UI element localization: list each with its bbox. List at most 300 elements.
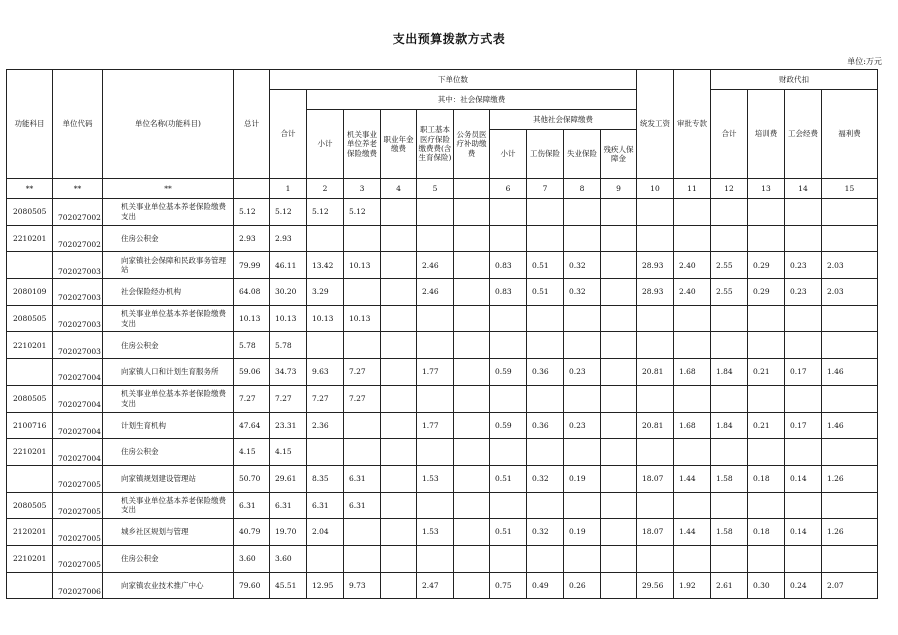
table-row bbox=[7, 572, 878, 599]
cell-civil-medical bbox=[453, 305, 489, 332]
cell-medical: 2.46 bbox=[416, 252, 453, 279]
cell-training bbox=[747, 225, 784, 252]
cell-approved: 1.68 bbox=[673, 359, 710, 386]
cell-subtotal-sum: 46.11 bbox=[269, 252, 306, 279]
cell-pension bbox=[343, 545, 380, 572]
cell-other-subtotal: 0.75 bbox=[489, 572, 526, 599]
cell-func-subject: 2210201 bbox=[7, 332, 53, 359]
cell-subtotal-sum: 7.27 bbox=[269, 385, 306, 412]
cell-union: 0.14 bbox=[784, 519, 821, 546]
cell-pension bbox=[343, 519, 380, 546]
cell-disabled bbox=[600, 519, 636, 546]
cell-subtotal-sum: 30.20 bbox=[269, 279, 306, 306]
cell-medical bbox=[416, 332, 453, 359]
cell-approved bbox=[673, 545, 710, 572]
cell-func-subject: 2080109 bbox=[7, 279, 53, 306]
cell-medical bbox=[416, 492, 453, 519]
cell-medical bbox=[416, 439, 453, 466]
cell-disabled bbox=[600, 225, 636, 252]
cell-small-total bbox=[306, 225, 343, 252]
cell-approved bbox=[673, 332, 710, 359]
cell-total: 47.64 bbox=[233, 412, 269, 439]
cell-civil-medical bbox=[453, 199, 489, 226]
cell-unemployment bbox=[563, 305, 600, 332]
cell-func-subject: 2080505 bbox=[7, 385, 53, 412]
cell-unified-salary: 29.56 bbox=[636, 572, 673, 599]
cell-union bbox=[784, 385, 821, 412]
cell-welfare bbox=[821, 385, 877, 412]
cell-annuity bbox=[380, 385, 416, 412]
cell-annuity bbox=[380, 252, 416, 279]
cell-other-subtotal bbox=[489, 545, 526, 572]
cell-fiscal-total: 1.84 bbox=[710, 359, 747, 386]
cell-unit-name: 社会保险经办机构 bbox=[102, 279, 233, 306]
cell-func-subject bbox=[7, 359, 53, 386]
cell-training bbox=[747, 439, 784, 466]
cell-annuity bbox=[380, 545, 416, 572]
table-row bbox=[7, 279, 878, 306]
cell-pension: 6.31 bbox=[343, 465, 380, 492]
cell-unemployment: 0.23 bbox=[563, 412, 600, 439]
cell-unit-code: 702027006 bbox=[53, 572, 103, 599]
cell-func-subject bbox=[7, 252, 53, 279]
cell-union bbox=[784, 439, 821, 466]
cell-pension bbox=[343, 279, 380, 306]
cell-injury bbox=[526, 225, 563, 252]
cell-civil-medical bbox=[453, 439, 489, 466]
cell-func-subject: 2210201 bbox=[7, 225, 53, 252]
cell-other-subtotal bbox=[489, 439, 526, 466]
cell-annuity bbox=[380, 305, 416, 332]
header-func-subject: 功能科目 bbox=[7, 70, 53, 179]
cell-unified-salary bbox=[636, 385, 673, 412]
cell-annuity bbox=[380, 279, 416, 306]
cell-union bbox=[784, 332, 821, 359]
cell-disabled bbox=[600, 279, 636, 306]
cell-training: 0.29 bbox=[747, 252, 784, 279]
table-row bbox=[7, 492, 878, 519]
cell-union: 0.23 bbox=[784, 279, 821, 306]
table-row bbox=[7, 359, 878, 386]
cell-unit-name: 城乡社区规划与管理 bbox=[102, 519, 233, 546]
cell-unemployment bbox=[563, 332, 600, 359]
cell-unit-name: 住房公积金 bbox=[102, 225, 233, 252]
cell-other-subtotal: 0.51 bbox=[489, 519, 526, 546]
cell-other-subtotal: 0.59 bbox=[489, 359, 526, 386]
cell-unemployment: 0.32 bbox=[563, 279, 600, 306]
cell-disabled bbox=[600, 359, 636, 386]
cell-subtotal-sum: 34.73 bbox=[269, 359, 306, 386]
cell-medical: 1.53 bbox=[416, 519, 453, 546]
cell-medical bbox=[416, 225, 453, 252]
cell-other-subtotal bbox=[489, 305, 526, 332]
table-row bbox=[7, 225, 878, 252]
cell-training bbox=[747, 545, 784, 572]
cell-disabled bbox=[600, 545, 636, 572]
page-title: 支出预算拨款方式表 bbox=[392, 32, 506, 46]
header-other-subtotal: 小计 bbox=[489, 130, 526, 179]
cell-unified-salary bbox=[636, 545, 673, 572]
cell-civil-medical bbox=[453, 279, 489, 306]
cell-injury bbox=[526, 332, 563, 359]
header-subtotal-sum: 合计 bbox=[269, 90, 306, 179]
cell-disabled bbox=[600, 199, 636, 226]
cell-welfare: 1.46 bbox=[821, 412, 877, 439]
cell-fiscal-total: 2.61 bbox=[710, 572, 747, 599]
cell-subtotal-sum: 5.12 bbox=[269, 199, 306, 226]
cell-annuity bbox=[380, 359, 416, 386]
cell-injury: 0.36 bbox=[526, 359, 563, 386]
cell-approved bbox=[673, 225, 710, 252]
index-cell: 15 bbox=[821, 179, 877, 199]
cell-civil-medical bbox=[453, 359, 489, 386]
cell-unit-name: 住房公积金 bbox=[102, 545, 233, 572]
header-injury: 工伤保险 bbox=[526, 130, 563, 179]
cell-small-total: 6.31 bbox=[306, 492, 343, 519]
index-cell: 11 bbox=[673, 179, 710, 199]
cell-injury bbox=[526, 492, 563, 519]
table-header bbox=[7, 70, 878, 199]
index-cell: 12 bbox=[710, 179, 747, 199]
cell-pension: 7.27 bbox=[343, 359, 380, 386]
cell-injury bbox=[526, 545, 563, 572]
cell-pension: 10.13 bbox=[343, 305, 380, 332]
header-unified-salary: 统发工资 bbox=[636, 70, 673, 179]
cell-welfare: 1.26 bbox=[821, 465, 877, 492]
cell-small-total: 9.63 bbox=[306, 359, 343, 386]
cell-subtotal-sum: 29.61 bbox=[269, 465, 306, 492]
cell-training bbox=[747, 199, 784, 226]
cell-func-subject: 2210201 bbox=[7, 439, 53, 466]
index-cell: ** bbox=[53, 179, 103, 199]
cell-total: 50.70 bbox=[233, 465, 269, 492]
cell-fiscal-total bbox=[710, 439, 747, 466]
cell-unit-code: 702027003 bbox=[53, 305, 103, 332]
cell-unit-code: 702027005 bbox=[53, 492, 103, 519]
cell-total: 64.08 bbox=[233, 279, 269, 306]
cell-unemployment bbox=[563, 439, 600, 466]
table-row bbox=[7, 465, 878, 492]
cell-other-subtotal: 0.59 bbox=[489, 412, 526, 439]
cell-unified-salary: 28.93 bbox=[636, 252, 673, 279]
header-union: 工会经费 bbox=[784, 90, 821, 179]
table-row bbox=[7, 252, 878, 279]
cell-civil-medical bbox=[453, 225, 489, 252]
cell-approved bbox=[673, 305, 710, 332]
cell-unit-name: 机关事业单位基本养老保险缴费支出 bbox=[102, 492, 233, 519]
index-cell bbox=[233, 179, 269, 199]
cell-unit-code: 702027004 bbox=[53, 385, 103, 412]
table-row bbox=[7, 305, 878, 332]
cell-injury bbox=[526, 439, 563, 466]
cell-training bbox=[747, 385, 784, 412]
cell-unit-code: 702027004 bbox=[53, 359, 103, 386]
header-annuity: 职业年金缴费 bbox=[380, 110, 416, 179]
cell-disabled bbox=[600, 465, 636, 492]
cell-union: 0.23 bbox=[784, 252, 821, 279]
cell-unemployment: 0.26 bbox=[563, 572, 600, 599]
index-cell: 4 bbox=[380, 179, 416, 199]
cell-annuity bbox=[380, 465, 416, 492]
budget-table bbox=[6, 69, 878, 599]
cell-disabled bbox=[600, 332, 636, 359]
cell-fiscal-total: 1.58 bbox=[710, 465, 747, 492]
cell-small-total: 13.42 bbox=[306, 252, 343, 279]
cell-union: 0.14 bbox=[784, 465, 821, 492]
cell-pension bbox=[343, 439, 380, 466]
cell-total: 40.79 bbox=[233, 519, 269, 546]
index-cell: 3 bbox=[343, 179, 380, 199]
cell-civil-medical bbox=[453, 385, 489, 412]
cell-medical bbox=[416, 385, 453, 412]
cell-unit-name: 向家镇社会保障和民政事务管理站 bbox=[102, 252, 233, 279]
header-disabled: 残疾人保障金 bbox=[600, 130, 636, 179]
cell-training: 0.21 bbox=[747, 359, 784, 386]
table-row bbox=[7, 519, 878, 546]
cell-other-subtotal: 0.83 bbox=[489, 279, 526, 306]
cell-unit-code: 702027004 bbox=[53, 439, 103, 466]
cell-injury: 0.32 bbox=[526, 465, 563, 492]
cell-fiscal-total bbox=[710, 225, 747, 252]
cell-small-total: 5.12 bbox=[306, 199, 343, 226]
header-fiscal-total: 合计 bbox=[710, 90, 747, 179]
cell-training bbox=[747, 305, 784, 332]
cell-union bbox=[784, 199, 821, 226]
cell-func-subject: 2100716 bbox=[7, 412, 53, 439]
cell-other-subtotal bbox=[489, 492, 526, 519]
cell-fiscal-total bbox=[710, 332, 747, 359]
cell-total: 3.60 bbox=[233, 545, 269, 572]
cell-civil-medical bbox=[453, 252, 489, 279]
table-row bbox=[7, 439, 878, 466]
cell-unit-name: 向家镇人口和计划生育服务所 bbox=[102, 359, 233, 386]
cell-union: 0.17 bbox=[784, 412, 821, 439]
cell-welfare: 2.03 bbox=[821, 252, 877, 279]
cell-disabled bbox=[600, 252, 636, 279]
header-small-total: 小计 bbox=[306, 110, 343, 179]
cell-small-total: 2.04 bbox=[306, 519, 343, 546]
cell-injury: 0.51 bbox=[526, 252, 563, 279]
cell-total: 2.93 bbox=[233, 225, 269, 252]
cell-union bbox=[784, 225, 821, 252]
cell-civil-medical bbox=[453, 465, 489, 492]
cell-fiscal-total: 2.55 bbox=[710, 279, 747, 306]
cell-unit-code: 702027003 bbox=[53, 279, 103, 306]
cell-training: 0.18 bbox=[747, 465, 784, 492]
cell-fiscal-total bbox=[710, 199, 747, 226]
cell-pension: 6.31 bbox=[343, 492, 380, 519]
index-cell: 10 bbox=[636, 179, 673, 199]
cell-annuity bbox=[380, 199, 416, 226]
cell-welfare bbox=[821, 199, 877, 226]
cell-unemployment bbox=[563, 545, 600, 572]
cell-small-total: 3.29 bbox=[306, 279, 343, 306]
cell-func-subject: 2210201 bbox=[7, 545, 53, 572]
cell-unit-name: 向家镇农业技术推广中心 bbox=[102, 572, 233, 599]
cell-approved: 2.40 bbox=[673, 252, 710, 279]
cell-unemployment bbox=[563, 199, 600, 226]
cell-small-total bbox=[306, 332, 343, 359]
cell-unit-name: 向家镇规划建设管理站 bbox=[102, 465, 233, 492]
cell-approved bbox=[673, 199, 710, 226]
cell-unified-salary bbox=[636, 492, 673, 519]
cell-annuity bbox=[380, 492, 416, 519]
cell-welfare: 2.07 bbox=[821, 572, 877, 599]
table-row bbox=[7, 332, 878, 359]
cell-total: 7.27 bbox=[233, 385, 269, 412]
cell-total: 79.60 bbox=[233, 572, 269, 599]
cell-welfare bbox=[821, 332, 877, 359]
cell-total: 79.99 bbox=[233, 252, 269, 279]
table-body bbox=[7, 199, 878, 599]
index-cell: 2 bbox=[306, 179, 343, 199]
cell-civil-medical bbox=[453, 332, 489, 359]
cell-func-subject bbox=[7, 572, 53, 599]
header-pension: 机关事业单位养老保险缴费 bbox=[343, 110, 380, 179]
header-civil-medical: 公务员医疗补助缴费 bbox=[453, 110, 489, 179]
cell-injury: 0.51 bbox=[526, 279, 563, 306]
cell-welfare: 1.26 bbox=[821, 519, 877, 546]
cell-total: 59.06 bbox=[233, 359, 269, 386]
cell-medical bbox=[416, 199, 453, 226]
cell-medical: 2.46 bbox=[416, 279, 453, 306]
cell-unified-salary: 20.81 bbox=[636, 359, 673, 386]
table-row bbox=[7, 385, 878, 412]
cell-unemployment bbox=[563, 225, 600, 252]
cell-injury bbox=[526, 305, 563, 332]
header-fiscal: 财政代扣 bbox=[710, 70, 877, 90]
header-lower-unit: 下单位数 bbox=[269, 70, 636, 90]
cell-unemployment: 0.19 bbox=[563, 465, 600, 492]
index-cell: ** bbox=[102, 179, 233, 199]
cell-subtotal-sum: 3.60 bbox=[269, 545, 306, 572]
cell-disabled bbox=[600, 385, 636, 412]
cell-approved: 1.68 bbox=[673, 412, 710, 439]
cell-training: 0.21 bbox=[747, 412, 784, 439]
cell-unified-salary bbox=[636, 305, 673, 332]
cell-unit-code: 702027002 bbox=[53, 199, 103, 226]
cell-unified-salary bbox=[636, 439, 673, 466]
cell-func-subject: 2080505 bbox=[7, 305, 53, 332]
cell-injury bbox=[526, 199, 563, 226]
cell-unit-name: 机关事业单位基本养老保险缴费支出 bbox=[102, 199, 233, 226]
cell-union: 0.24 bbox=[784, 572, 821, 599]
header-other-social: 其他社会保障缴费 bbox=[489, 110, 636, 130]
cell-other-subtotal bbox=[489, 225, 526, 252]
cell-unit-code: 702027003 bbox=[53, 252, 103, 279]
cell-civil-medical bbox=[453, 519, 489, 546]
cell-welfare: 2.03 bbox=[821, 279, 877, 306]
cell-small-total: 12.95 bbox=[306, 572, 343, 599]
cell-annuity bbox=[380, 519, 416, 546]
cell-disabled bbox=[600, 492, 636, 519]
cell-total: 6.31 bbox=[233, 492, 269, 519]
cell-fiscal-total bbox=[710, 545, 747, 572]
index-cell bbox=[453, 179, 489, 199]
cell-unemployment: 0.19 bbox=[563, 519, 600, 546]
cell-approved: 1.44 bbox=[673, 519, 710, 546]
cell-disabled bbox=[600, 305, 636, 332]
cell-other-subtotal bbox=[489, 199, 526, 226]
cell-unified-salary bbox=[636, 199, 673, 226]
cell-disabled bbox=[600, 412, 636, 439]
table-row bbox=[7, 412, 878, 439]
cell-approved: 1.44 bbox=[673, 465, 710, 492]
cell-unit-name: 机关事业单位基本养老保险缴费支出 bbox=[102, 305, 233, 332]
index-cell: 14 bbox=[784, 179, 821, 199]
cell-fiscal-total: 2.55 bbox=[710, 252, 747, 279]
cell-fiscal-total bbox=[710, 492, 747, 519]
cell-subtotal-sum: 4.15 bbox=[269, 439, 306, 466]
header-welfare: 福利费 bbox=[821, 90, 877, 179]
cell-injury: 0.36 bbox=[526, 412, 563, 439]
cell-welfare bbox=[821, 305, 877, 332]
cell-unit-code: 702027005 bbox=[53, 519, 103, 546]
cell-unified-salary: 20.81 bbox=[636, 412, 673, 439]
cell-fiscal-total: 1.84 bbox=[710, 412, 747, 439]
cell-welfare bbox=[821, 545, 877, 572]
cell-annuity bbox=[380, 225, 416, 252]
cell-unified-salary: 18.07 bbox=[636, 465, 673, 492]
unit-label: 单位:万元 bbox=[847, 57, 882, 66]
cell-unemployment bbox=[563, 385, 600, 412]
cell-other-subtotal: 0.83 bbox=[489, 252, 526, 279]
cell-other-subtotal bbox=[489, 385, 526, 412]
index-cell: 13 bbox=[747, 179, 784, 199]
cell-pension bbox=[343, 412, 380, 439]
cell-unit-code: 702027005 bbox=[53, 545, 103, 572]
cell-total: 5.78 bbox=[233, 332, 269, 359]
cell-other-subtotal: 0.51 bbox=[489, 465, 526, 492]
cell-disabled bbox=[600, 439, 636, 466]
cell-civil-medical bbox=[453, 545, 489, 572]
cell-approved: 2.40 bbox=[673, 279, 710, 306]
cell-unit-name: 住房公积金 bbox=[102, 439, 233, 466]
cell-training bbox=[747, 332, 784, 359]
cell-pension: 9.73 bbox=[343, 572, 380, 599]
cell-pension: 7.27 bbox=[343, 385, 380, 412]
cell-injury: 0.32 bbox=[526, 519, 563, 546]
index-cell: 1 bbox=[269, 179, 306, 199]
cell-unit-name: 机关事业单位基本养老保险缴费支出 bbox=[102, 385, 233, 412]
cell-medical: 2.47 bbox=[416, 572, 453, 599]
cell-unit-code: 702027004 bbox=[53, 412, 103, 439]
cell-pension: 5.12 bbox=[343, 199, 380, 226]
cell-total: 10.13 bbox=[233, 305, 269, 332]
cell-injury bbox=[526, 385, 563, 412]
cell-subtotal-sum: 6.31 bbox=[269, 492, 306, 519]
cell-small-total: 2.36 bbox=[306, 412, 343, 439]
cell-annuity bbox=[380, 439, 416, 466]
cell-fiscal-total bbox=[710, 385, 747, 412]
cell-func-subject: 2080505 bbox=[7, 199, 53, 226]
cell-approved bbox=[673, 439, 710, 466]
cell-unit-code: 702027003 bbox=[53, 332, 103, 359]
cell-annuity bbox=[380, 332, 416, 359]
cell-unemployment: 0.32 bbox=[563, 252, 600, 279]
cell-medical: 1.77 bbox=[416, 359, 453, 386]
cell-training: 0.18 bbox=[747, 519, 784, 546]
cell-func-subject: 2120201 bbox=[7, 519, 53, 546]
cell-small-total: 7.27 bbox=[306, 385, 343, 412]
cell-func-subject: 2080505 bbox=[7, 492, 53, 519]
cell-subtotal-sum: 23.31 bbox=[269, 412, 306, 439]
index-cell: 9 bbox=[600, 179, 636, 199]
cell-small-total bbox=[306, 545, 343, 572]
cell-unified-salary bbox=[636, 225, 673, 252]
cell-unemployment: 0.23 bbox=[563, 359, 600, 386]
header-approved: 审批专款 bbox=[673, 70, 710, 179]
